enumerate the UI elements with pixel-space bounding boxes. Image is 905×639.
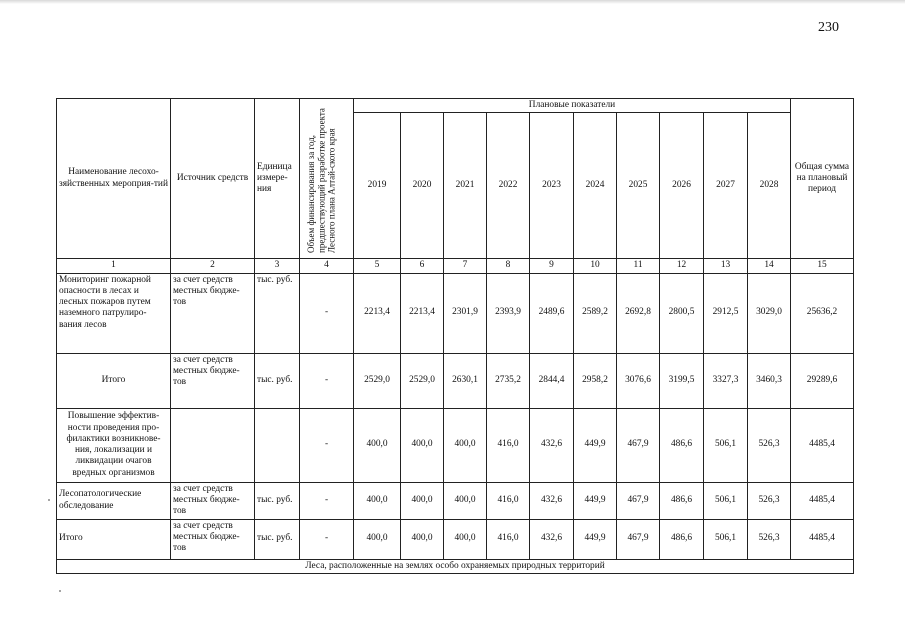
year-value: 400,0	[444, 519, 487, 559]
year-value: 449,9	[574, 482, 617, 519]
column-number: 7	[444, 259, 487, 273]
year-value: 400,0	[354, 519, 401, 559]
year-value: 2912,5	[704, 273, 748, 353]
year-value: 506,1	[704, 519, 748, 559]
prior-year-value: -	[300, 273, 354, 353]
year-value: 2589,2	[574, 273, 617, 353]
unit: тыс. руб.	[255, 273, 300, 353]
header-unit: Единица измере-ния	[255, 99, 300, 259]
activity-name: Повышение эффектив-ности проведения про-филактики возникнове-ния, локализации и ликвидации очагов вредных организмов	[57, 408, 171, 482]
year-value: 3029,0	[748, 273, 791, 353]
column-number: 14	[748, 259, 791, 273]
year-value: 416,0	[487, 408, 530, 482]
year-value: 2735,2	[487, 353, 530, 408]
funding-source	[171, 408, 255, 482]
column-number: 6	[401, 259, 444, 273]
year-value: 526,3	[748, 408, 791, 482]
year-value: 467,9	[617, 482, 660, 519]
column-number: 9	[530, 259, 574, 273]
year-value: 2958,2	[574, 353, 617, 408]
table-row	[57, 519, 854, 559]
scan-speck	[59, 590, 61, 592]
year-value: 506,1	[704, 408, 748, 482]
header-prior-year-funding	[300, 99, 354, 259]
header-year: 2028	[748, 113, 791, 259]
column-number: 11	[617, 259, 660, 273]
prior-year-value: -	[300, 482, 354, 519]
header-planned-indicators: Плановые показатели	[354, 99, 791, 113]
year-value: 400,0	[401, 408, 444, 482]
year-value: 400,0	[401, 482, 444, 519]
column-number: 8	[487, 259, 530, 273]
column-number: 10	[574, 259, 617, 273]
activity-name: Итого	[57, 353, 171, 408]
header-funding-source: Источник средств	[171, 99, 255, 259]
section-row	[57, 559, 854, 573]
header-year: 2024	[574, 113, 617, 259]
year-value: 2213,4	[401, 273, 444, 353]
year-value: 2529,0	[401, 353, 444, 408]
year-value: 467,9	[617, 519, 660, 559]
header-year: 2020	[401, 113, 444, 259]
column-number: 13	[704, 259, 748, 273]
year-value: 400,0	[401, 519, 444, 559]
year-value: 432,6	[530, 519, 574, 559]
total-value: 29289,6	[791, 353, 854, 408]
header-year: 2027	[704, 113, 748, 259]
unit: тыс. руб.	[255, 482, 300, 519]
year-value: 486,6	[660, 408, 704, 482]
total-value: 4485,4	[791, 482, 854, 519]
column-number: 4	[300, 259, 354, 273]
activity-name: Лесопатологические обследование	[57, 482, 171, 519]
header-year: 2022	[487, 113, 530, 259]
section-heading: Леса, расположенные на землях особо охраняемых природных территорий	[57, 559, 854, 573]
column-number: 12	[660, 259, 704, 273]
year-value: 2630,1	[444, 353, 487, 408]
total-value: 4485,4	[791, 408, 854, 482]
column-number: 5	[354, 259, 401, 273]
year-value: 2844,4	[530, 353, 574, 408]
column-number: 1	[57, 259, 171, 273]
year-value: 506,1	[704, 482, 748, 519]
header-year: 2023	[530, 113, 574, 259]
header-prior-year-funding-text: Объем финансирования за год, предшествующий разработке проекта Лесного плана Алтай-ского края	[306, 107, 337, 253]
year-value: 400,0	[354, 482, 401, 519]
total-value: 4485,4	[791, 519, 854, 559]
scan-speck	[48, 499, 50, 501]
year-value: 449,9	[574, 519, 617, 559]
year-value: 416,0	[487, 519, 530, 559]
header-year: 2021	[444, 113, 487, 259]
year-value: 2489,6	[530, 273, 574, 353]
year-value: 3460,3	[748, 353, 791, 408]
year-value: 486,6	[660, 519, 704, 559]
unit: тыс. руб.	[255, 519, 300, 559]
funding-source: за счет средств местных бюдже-тов	[171, 353, 255, 408]
unit	[255, 408, 300, 482]
unit: тыс. руб.	[255, 353, 300, 408]
year-value: 526,3	[748, 482, 791, 519]
year-value: 400,0	[354, 408, 401, 482]
year-value: 2393,9	[487, 273, 530, 353]
prior-year-value: -	[300, 353, 354, 408]
year-value: 432,6	[530, 482, 574, 519]
header-year: 2025	[617, 113, 660, 259]
funding-source: за счет средств местных бюдже-тов	[171, 273, 255, 353]
activity-name: Итого	[57, 519, 171, 559]
year-value: 2213,4	[354, 273, 401, 353]
year-value: 2301,9	[444, 273, 487, 353]
header-year: 2026	[660, 113, 704, 259]
column-number: 15	[791, 259, 854, 273]
year-value: 449,9	[574, 408, 617, 482]
year-value: 432,6	[530, 408, 574, 482]
year-value: 3076,6	[617, 353, 660, 408]
year-value: 526,3	[748, 519, 791, 559]
year-value: 486,6	[660, 482, 704, 519]
header-year: 2019	[354, 113, 401, 259]
prior-year-value: -	[300, 519, 354, 559]
column-number: 2	[171, 259, 255, 273]
table-row	[57, 482, 854, 519]
year-value: 3327,3	[704, 353, 748, 408]
year-value: 2529,0	[354, 353, 401, 408]
activity-name: Мониторинг пожарной опасности в лесах и лесных пожаров путем наземного патрулиро-вания лесов	[57, 273, 171, 353]
column-number: 3	[255, 259, 300, 273]
table-row	[57, 273, 854, 353]
scan-edge	[0, 0, 905, 4]
table-row	[57, 353, 854, 408]
header-total-sum: Общая сумма на плановый период	[791, 99, 854, 259]
year-value: 400,0	[444, 482, 487, 519]
funding-source: за счет средств местных бюдже-тов	[171, 519, 255, 559]
forestry-measures-table	[56, 98, 854, 574]
header-activity-name: Наименование лесохо-зяйственных мероприя-тий	[57, 99, 171, 259]
page-number: 230	[818, 20, 839, 35]
table-row	[57, 408, 854, 482]
funding-source: за счет средств местных бюдже-тов	[171, 482, 255, 519]
year-value: 2692,8	[617, 273, 660, 353]
year-value: 400,0	[444, 408, 487, 482]
year-value: 467,9	[617, 408, 660, 482]
year-value: 2800,5	[660, 273, 704, 353]
year-value: 416,0	[487, 482, 530, 519]
year-value: 3199,5	[660, 353, 704, 408]
prior-year-value: -	[300, 408, 354, 482]
total-value: 25636,2	[791, 273, 854, 353]
